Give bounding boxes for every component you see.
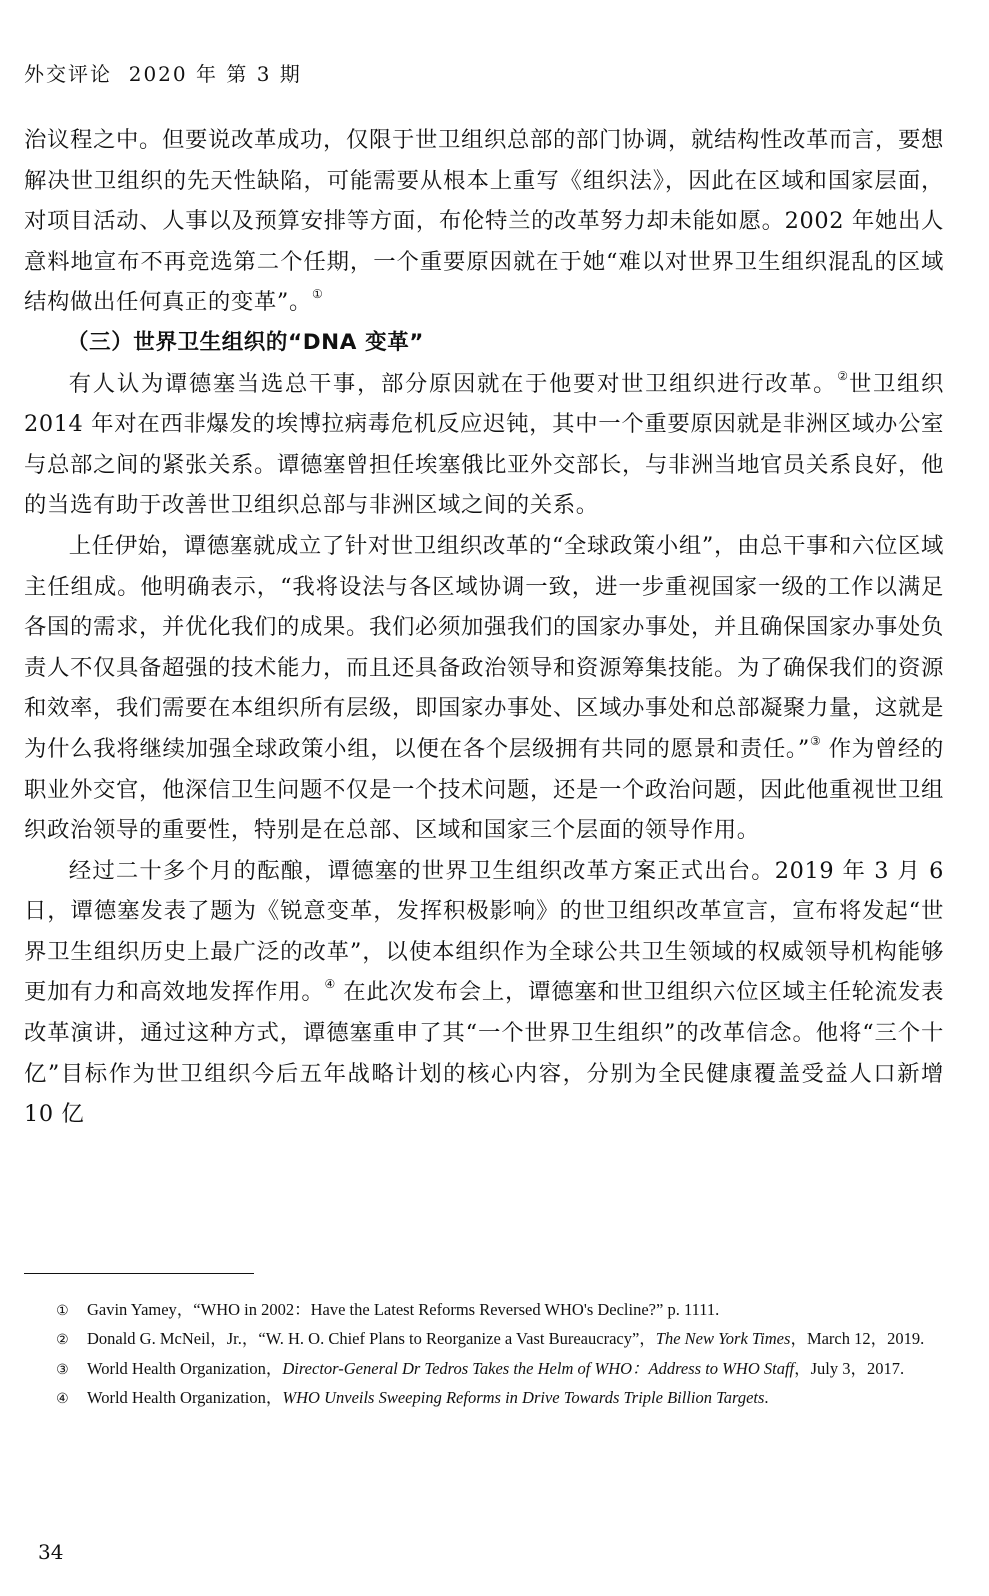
footnote-ref-2[interactable]: ② xyxy=(837,368,849,383)
journal-name: 外交评论 xyxy=(24,62,112,86)
issue-label: 2020 年 第 3 期 xyxy=(128,62,302,86)
footnote-ref-4[interactable]: ④ xyxy=(324,977,336,992)
page-number: 34 xyxy=(38,1540,64,1564)
footnote-mark: ① xyxy=(56,1304,69,1319)
body-text xyxy=(24,120,944,1135)
footnote-divider xyxy=(24,1273,254,1274)
footnote-mark: ② xyxy=(56,1333,69,1349)
footnote-mark: ④ xyxy=(56,1391,69,1407)
paragraph-2: 有人认为谭德塞当选总干事，部分原因就在于他要对世卫组织进行改革。②世卫组织 2014 年对在西非爆发的埃博拉病毒危机反应迟钝，其中一个重要原因就是非洲区域办公室与总部之间的紧张关系。谭德塞曾担任埃塞俄比亚外交部长，与非洲当地官员关系良好，他的当选有助于改善世卫组织总部与非洲区域之间的关系。 xyxy=(24,368,944,519)
footnote-2: ② Donald G. McNeil，Jr.，“W. H. O. Chief Plans to Reorganize a Vast Bureaucracy”，The New York Times，March 12，2019. xyxy=(24,1325,944,1354)
footnotes xyxy=(24,1296,944,1413)
running-head xyxy=(24,58,302,87)
paragraph-3: 上任伊始，谭德塞就成立了针对世卫组织改革的“全球政策小组”，由总干事和六位区域主任组成。他明确表示，“我将设法与各区域协调一致，进一步重视国家一级的工作以满足各国的需求，并优化我们的成果。我们必须加强我们的国家办事处，并且确保国家办事处负责人不仅具备超强的技术能力，而且还具备政治领导和资源筹集技能。为了确保我们的资源和效率，我们需要在本组织所有层级，即国家办事处、区域办事处和总部凝聚力量，这就是为什么我将继续加强全球政策小组，以便在各个层级拥有共同的愿景和责任。”③ 作为曾经的职业外交官，他深信卫生问题不仅是一个技术问题，还是一个政治问题，因此他重视世卫组织政治领导的重要性，特别是在总部、区域和国家三个层面的领导作用。 xyxy=(24,532,945,844)
paragraph-4: 经过二十多个月的酝酿，谭德塞的世界卫生组织改革方案正式出台。2019 年 3 月 6 日，谭德塞发表了题为《锐意变革，发挥积极影响》的世卫组织改革宣言，宣布将发起“世界卫生组织历史上最广泛的改革”，以使本组织作为全球公共卫生领域的权威领导机构能够更加有力和高效地发挥作用。④ 在此次发布会上，谭德塞和世卫组织六位区域主任轮流发表改革演讲，通过这种方式，谭德塞重申了其“一个世界卫生组织”的改革信念。他将“三个十亿”目标作为世卫组织今后五年战略计划的核心内容，分别为全民健康覆盖受益人口新增 10 亿 xyxy=(24,857,944,1128)
footnote-4: ④ World Health Organization，WHO Unveils Sweeping Reforms in Drive Towards Triple Billion Targets. xyxy=(24,1384,944,1413)
footnote-3: ③ World Health Organization，Director-General Dr Tedros Takes the Helm of WHO：Address to WHO Staff，July 3，2017. xyxy=(24,1355,944,1384)
footnote-source-title: The New York Times xyxy=(655,1329,791,1349)
footnote-ref-1[interactable]: ① xyxy=(311,287,323,302)
section-heading: （三）世界卫生组织的“DNA 变革” xyxy=(67,329,425,355)
footnote-source-title: Director-General Dr Tedros Takes the Helm of WHO：Address to WHO Staff xyxy=(282,1358,795,1378)
footnote-1: ① Gavin Yamey，“WHO in 2002：Have the Latest Reforms Reversed WHO's Decline?” p. 1111. xyxy=(24,1296,944,1325)
paragraph-1: 治议程之中。但要说改革成功，仅限于世卫组织总部的部门协调，就结构性改革而言，要想解决世卫组织的先天性缺陷，可能需要从根本上重写《组织法》，因此在区域和国家层面，对项目活动、人事以及预算安排等方面，布伦特兰的改革努力却未能如愿。2002 年她出人意料地宣布不再竞选第二个任期，一个重要原因就在于她“难以对世界卫生组织混乱的区域结构做出任何真正的变革”。① xyxy=(24,127,944,316)
footnote-mark: ③ xyxy=(56,1362,69,1378)
footnote-source-title: WHO Unveils Sweeping Reforms in Drive Towards Triple Billion Targets xyxy=(282,1387,765,1407)
footnote-ref-3[interactable]: ③ xyxy=(809,734,821,749)
